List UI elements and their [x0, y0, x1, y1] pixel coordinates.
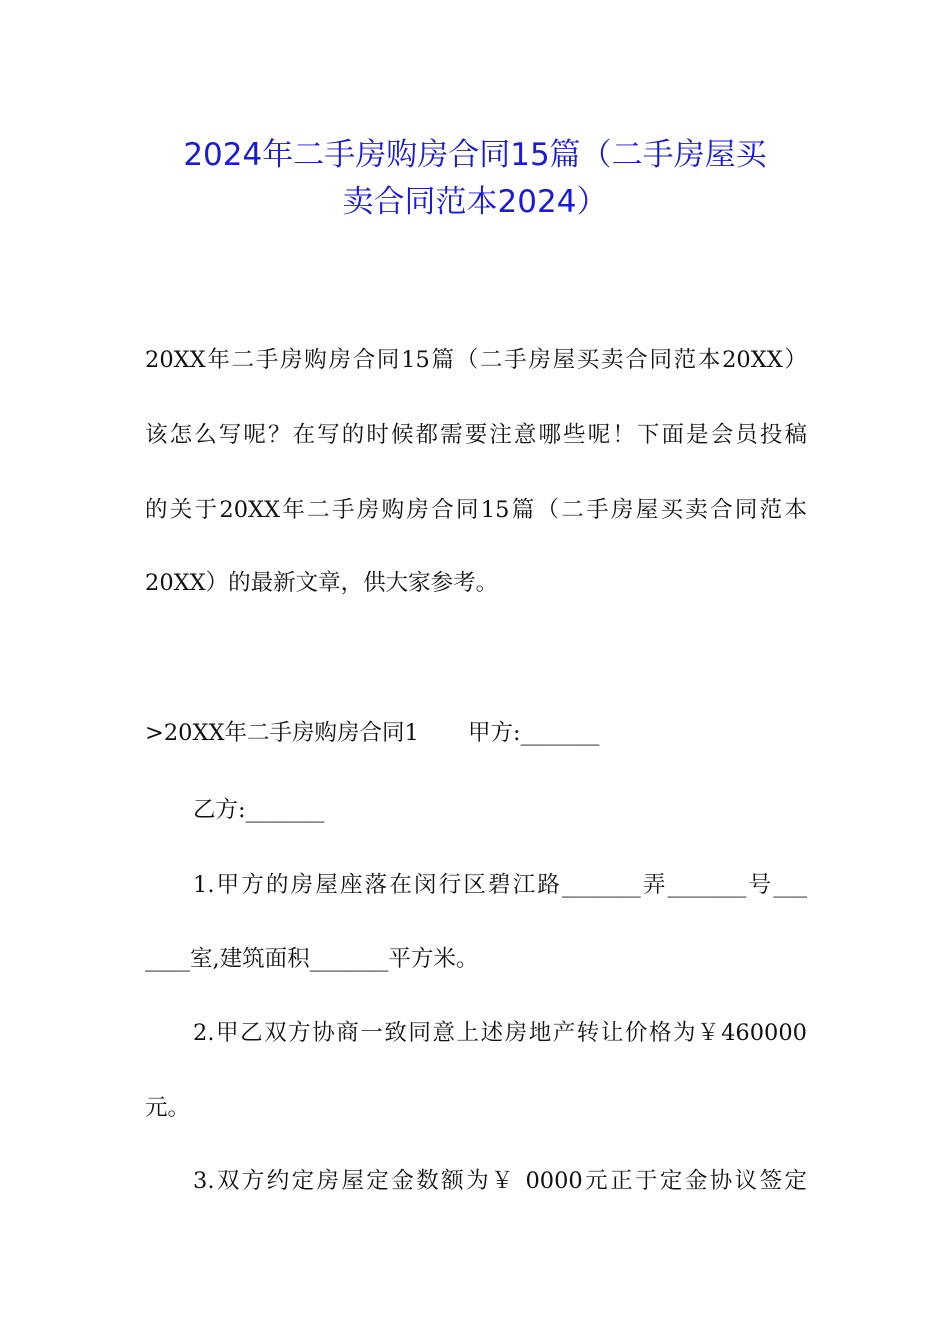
- contract-heading: >20XX年二手房购房合同1: [145, 720, 419, 746]
- document-title-line-2: 卖合同范本2024）: [342, 184, 608, 220]
- clause-1-line-1: 1.甲方的房屋座落在闵行区碧江路_______弄_______号___: [193, 872, 807, 898]
- party-a-field: 甲方:_______: [468, 720, 600, 746]
- party-b-field: 乙方:_______: [193, 797, 325, 823]
- intro-line-3: 的关于20XX年二手房购房合同15篇（二手房屋买卖合同范本: [145, 497, 807, 523]
- clause-2-line-1: 2.甲乙双方协商一致同意上述房地产转让价格为￥460000: [193, 1020, 807, 1046]
- document-title-line-1: 2024年二手房购房合同15篇（二手房屋买: [183, 137, 767, 173]
- clause-1-line-2: ____室,建筑面积_______平方米。: [145, 946, 479, 972]
- clause-3-line-1: 3.双方约定房屋定金数额为￥ 0000元正于定金协议签定: [193, 1168, 807, 1194]
- intro-line-2: 该怎么写呢？在写的时候都需要注意哪些呢！下面是会员投稿: [145, 422, 807, 448]
- intro-line-1: 20XX年二手房购房合同15篇（二手房屋买卖合同范本20XX）: [145, 347, 807, 373]
- clause-2-line-2: 元。: [145, 1095, 191, 1121]
- intro-line-4: 20XX）的最新文章，供大家参考。: [145, 570, 499, 596]
